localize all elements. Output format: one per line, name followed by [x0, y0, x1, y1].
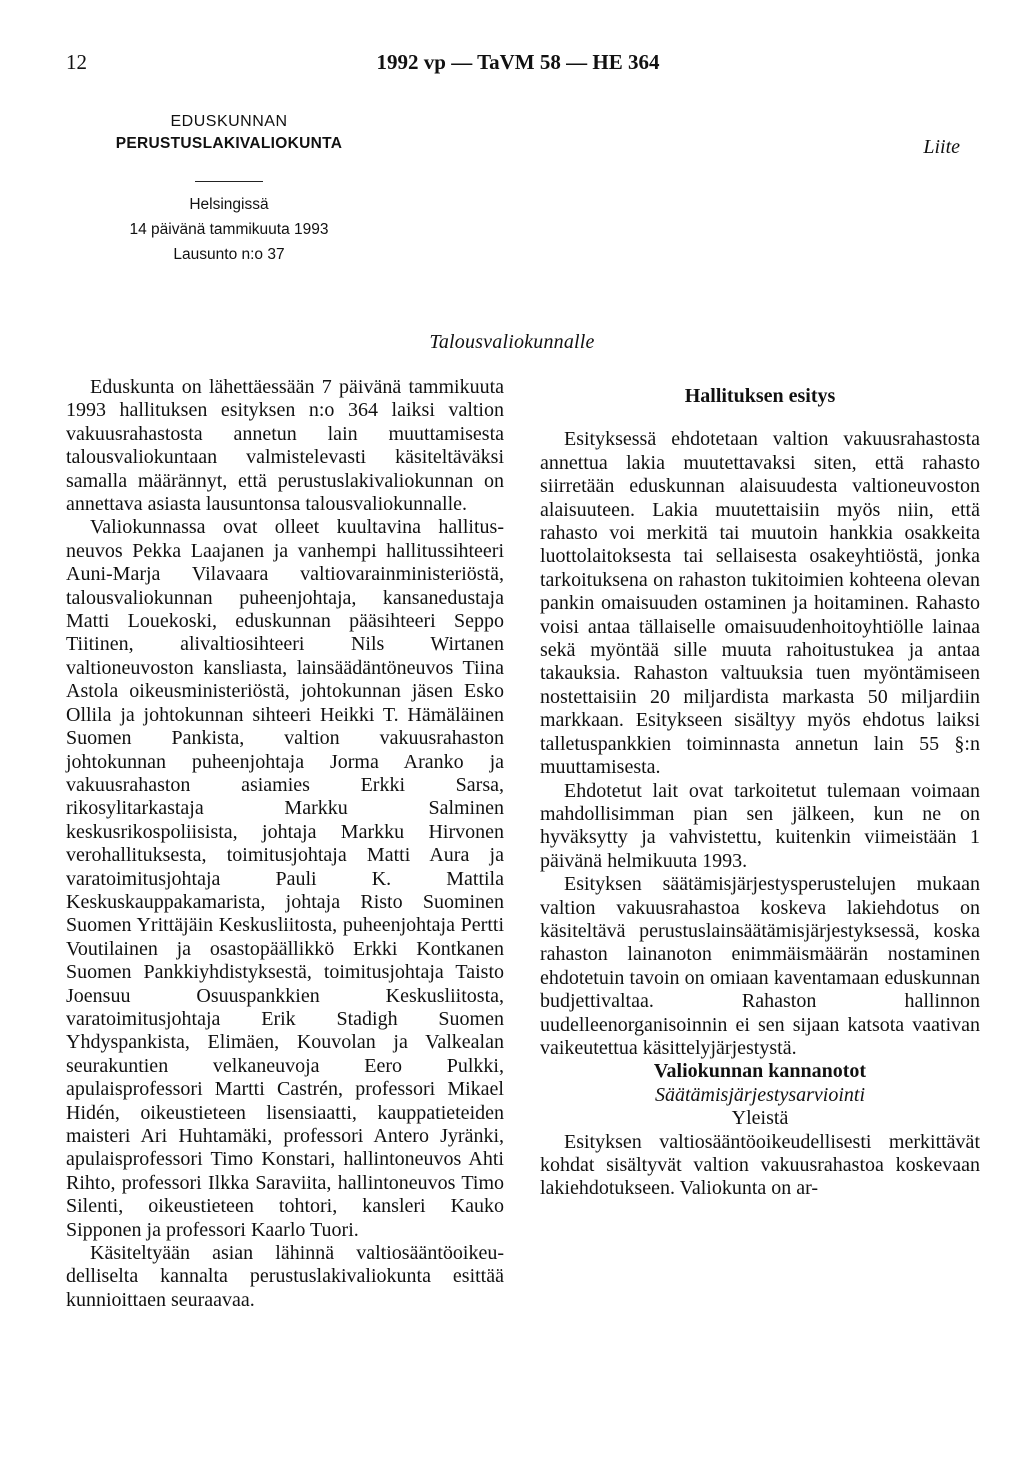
- statement-number: Lausunto n:o 37: [173, 246, 285, 263]
- committee-block: [64, 111, 394, 267]
- committee-name-line1: EDUSKUNNAN: [170, 113, 288, 130]
- running-header: [0, 50, 1024, 75]
- procedure-heading: Säätämisjärjestysarviointi: [655, 1083, 865, 1106]
- attachment-label: Liite: [923, 136, 960, 158]
- committee-name-line2: PERUSTUSLAKIVALIOKUNTA: [115, 135, 343, 152]
- place-line: Helsingissä: [189, 196, 269, 213]
- proposal-paragraph-2: Ehdotetut lait ovat tarkoitetut tulemaan voimaan mahdollisimman pian sen jälkeen, kun ne on hyväksytty ja vahvistettu, kuitenkin viimeistään 1 päivänä helmikuuta 1993.: [540, 779, 980, 872]
- committee-position-heading: Valiokunnan kannanotot: [653, 1060, 867, 1083]
- addressee: Talousvaliokunnalle: [429, 331, 595, 353]
- date-line: 14 päivänä tammikuuta 1993: [129, 221, 329, 238]
- general-heading: Yleistä: [731, 1107, 789, 1130]
- running-title: 1992 vp — TaVM 58 — HE 364: [376, 50, 660, 74]
- conclusion-lead-paragraph: Käsiteltyään asian lähinnä valtiosääntöoikeudelliselta kannalta perustuslakivaliokunta esittää kunnioittaen seuraavaa.: [66, 1242, 504, 1311]
- final-paragraph: Esityksen valtiosääntöoikeudellisesti merkittävät kohdat sisältyvät valtion vakuusrahastoa koskevaan lakiehdotukseen. Valiokunta on ar-: [540, 1130, 980, 1200]
- page-number: 12: [66, 50, 87, 74]
- committee-divider: [195, 181, 263, 182]
- experts-paragraph: Valiokunnassa ovat olleet kuultavina hallitusneuvos Pekka Laajanen ja vanhempi hallitussihteeri Auni-Marja Vilavaara valtiovarainministeriöstä, talousvaliokunnan puheenjohtaja, kansanedustaja Matti Louekoski, eduskunnan pääsihteeri Seppo Tiitinen, alivaltiosihteeri Nils Wirtanen valtioneuvoston kansliasta, lainsäädäntöneuvos Tiina Astola oikeusministeriöstä, johtokunnan jäsen Esko Ollila ja johtokunnan sihteeri Heikki T. Hämäläinen Suomen Pankista, valtion vakuusrahaston johtokunnan puheenjohtaja Jorma Aranko ja vakuusrahaston asiamies Erkki Sarsa, rikosylitarkastaja Markku Salminen keskusrikospoliisista, johtaja Markku Hirvonen verohallituksesta, toimitusjohtaja Matti Aura ja varatoimitusjohtaja Pauli K. Mattila Keskuskauppakamarista, johtaja Risto Suominen Suomen Yrittäjäin Keskusliitosta, puheenjohtaja Pertti Voutilainen ja osastopäällikkö Erkki Kontkanen Suomen Pankkiyhdistyksestä, toimitusjohtaja Taisto Joensuu Osuuspankkien Keskusliitosta, varatoimitusjohtaja Erik Stadigh Suomen Yhdyspankista, Elimäen, Kouvolan ja Valkealan seurakuntien velkaneuvoja Eero Pulkki, apulaisprofessori Martti Castrén, professori Mikael Hidén, oikeustieteen lisensiaatti, kauppatieteiden maisteri Ari Huhtamäki, professori Antero Jyränki, apulaisprofessori Timo Konstari, hallintoneuvos Ahti Rihto, professori Ilkka Saraviita, hallintoneuvos Timo Silenti, oikeustieteen tohtori, kansleri Kauko Sipponen ja professori Kaarlo Tuori.: [66, 516, 504, 1241]
- proposal-paragraph-3: Esityksen säätämisjärjestysperustelujen mukaan valtion vakuusrahastoa koskeva lakiehdotus on käsiteltävä perustuslainsäätämisjärjestyksessä, koska rahaston lainanoton enimmäismäärän nostaminen ehdotetuin tavoin on omiaan kaventamaan eduskunnan budjettivaltaa. Rahaston hallinnon uudelleenorganisoinnin ei sen sijaan katsota vaativan vaikeutettua käsittelyjärjestystä.: [540, 873, 980, 1059]
- left-column: [66, 376, 504, 1312]
- intro-paragraph: Eduskunta on lähettäessään 7 päivänä tammikuuta 1993 hallituksen esityksen n:o 364 laiksi valtion vakuusrahastosta annetun lain muuttamisesta talousvaliokuntaan valmistelevasti käsiteltäväksi samalla määrännyt, että perustuslakivaliokunnan on annettava asiasta lausuntonsa talousvaliokunnalle.: [66, 376, 504, 516]
- proposal-heading: Hallituksen esitys: [684, 385, 836, 407]
- right-column: [540, 376, 980, 1201]
- proposal-paragraph-1: Esityksessä ehdotetaan valtion vakuusrahastosta annettua lakia muutettavaksi siten, että rahasto siirretään eduskunnan alaisuudesta valtioneuvoston alaisuuteen. Lakia muutettaisiin myös niin, että rahasto voi merkitä tai muutoin hankkia osakkeita luottolaitoksesta tai sellaisesta osakeyhtiöstä, jonka tarkoituksena on rahaston tukitoimien kohteena olevan pankin omaisuuden ostaminen ja hoitaminen. Rahasto voisi antaa tällaiselle omaisuudenhoitoyhtiölle lainaa sekä myöntää sille muuta rahoitustukea ja antaa takauksia. Rahaston valtuuksia tuen myöntämiseen nostettaisiin 20 miljardista markasta 50 miljardiin markkaan. Esitykseen sisältyy myös ehdotus laiksi talletuspankkien toiminnasta annetun lain 55 §:n muuttamisesta.: [540, 428, 980, 779]
